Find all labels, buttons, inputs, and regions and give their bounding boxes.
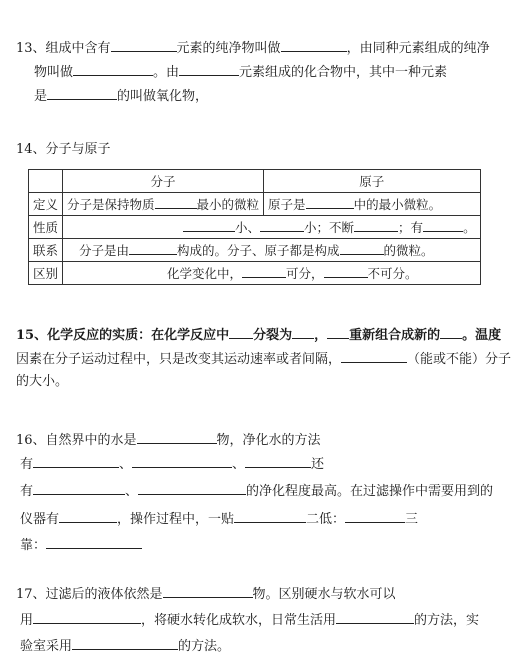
cell-text: 分子是由 xyxy=(79,243,130,258)
q16-line-2 xyxy=(20,454,324,474)
table-header-row xyxy=(29,170,481,193)
q16-line-3 xyxy=(20,481,493,501)
cell-text: 原子是 xyxy=(268,197,306,212)
q16-text: 仪器有 xyxy=(20,512,60,527)
q13-line-2 xyxy=(34,62,447,82)
table-row xyxy=(29,239,481,262)
head-atom: 原子 xyxy=(264,170,481,193)
connection-cell xyxy=(63,239,481,262)
q15-text: （能或不能）分子 xyxy=(407,352,511,367)
q17-text: 用 xyxy=(20,613,34,628)
cell-text: 。 xyxy=(463,220,476,235)
q16-line-1 xyxy=(16,430,321,450)
q13-text: 物叫做 xyxy=(34,65,74,80)
q15-text: 。温度 xyxy=(462,328,502,343)
answer-blank[interactable] xyxy=(129,241,177,255)
answer-blank[interactable] xyxy=(46,535,142,549)
answer-blank[interactable] xyxy=(132,454,232,468)
q17-text: 17、过滤后的液体依然是 xyxy=(16,587,163,602)
cell-text: 最小的微粒 xyxy=(196,197,260,212)
answer-blank[interactable] xyxy=(260,218,304,232)
answer-blank[interactable] xyxy=(155,195,197,209)
q16-text: 二低： xyxy=(306,512,346,527)
cell-text: 化学变化中， xyxy=(167,266,243,281)
q13-text: 是 xyxy=(34,89,48,104)
table-row xyxy=(29,262,481,285)
q13-line-3 xyxy=(34,86,208,106)
q13-text: 元素组成的化合物中，其中一种元素 xyxy=(239,65,448,80)
cell-text: 可分， xyxy=(286,266,324,281)
q17-text: 物。区别硬水与软水可以 xyxy=(252,587,396,602)
answer-blank[interactable] xyxy=(306,195,354,209)
q16-text: 16、自然界中的水是 xyxy=(16,433,137,448)
head-molecule: 分子 xyxy=(63,170,264,193)
difference-cell xyxy=(63,262,481,285)
q17-line-2 xyxy=(20,610,479,630)
q15-line-3 xyxy=(16,373,68,391)
q15-text: 15、化学反应的实质：在化学反应中 xyxy=(16,328,230,343)
q14-title xyxy=(16,141,111,159)
row-label: 联系 xyxy=(29,239,63,262)
q15-line-1 xyxy=(16,325,501,345)
answer-blank[interactable] xyxy=(245,454,311,468)
row-label: 性质 xyxy=(29,216,63,239)
q15-text: ， xyxy=(314,328,328,343)
cell-text: 中的最小微粒。 xyxy=(353,197,442,212)
molecule-atom-table xyxy=(28,169,481,285)
answer-blank[interactable] xyxy=(33,610,141,624)
answer-blank[interactable] xyxy=(327,325,349,339)
q13-text: 元素的纯净物叫做 xyxy=(176,41,281,56)
q15-text: 分裂为 xyxy=(253,328,293,343)
answer-blank[interactable] xyxy=(336,610,414,624)
q13-line-1 xyxy=(16,38,490,58)
answer-blank[interactable] xyxy=(163,584,253,598)
answer-blank[interactable] xyxy=(340,241,384,255)
definition-atom-cell xyxy=(264,193,481,216)
row-label: 区别 xyxy=(29,262,63,285)
q16-text: 有 xyxy=(20,484,34,499)
answer-blank[interactable] xyxy=(137,430,217,444)
cell-text: 分子是保持物质 xyxy=(67,197,155,212)
table-corner-cell xyxy=(29,170,63,193)
cell-text: 小；不断 xyxy=(304,220,355,235)
answer-blank[interactable] xyxy=(33,454,119,468)
answer-blank[interactable] xyxy=(242,264,286,278)
q16-text: 、 xyxy=(232,457,246,472)
q15-line-2 xyxy=(16,349,511,369)
q16-line-5 xyxy=(20,535,142,555)
q16-text: 靠： xyxy=(20,538,47,553)
property-cell xyxy=(63,216,481,239)
answer-blank[interactable] xyxy=(72,636,178,650)
cell-text: 的微粒。 xyxy=(383,243,434,258)
q16-line-4 xyxy=(20,509,418,529)
q17-line-3 xyxy=(20,636,230,656)
answer-blank[interactable] xyxy=(345,509,405,523)
q13-text: ，由同种元素组成的纯净 xyxy=(346,41,490,56)
q17-text: 的方法。 xyxy=(178,639,231,654)
q16-text: 的净化程度最高。在过滤操作中需要用到的 xyxy=(246,484,494,499)
q17-text: 的方法，实 xyxy=(414,613,480,628)
answer-blank[interactable] xyxy=(179,62,239,76)
table-row xyxy=(29,216,481,239)
answer-blank[interactable] xyxy=(59,509,117,523)
q16-text: 有 xyxy=(20,457,34,472)
q15-text: 因素在分子运动过程中，只是改变其运动速率或者间隔， xyxy=(16,352,342,367)
table-row xyxy=(29,193,481,216)
q13-text: 13、组成中含有 xyxy=(16,41,111,56)
q16-text: 三 xyxy=(405,512,419,527)
answer-blank[interactable] xyxy=(341,349,407,363)
answer-blank[interactable] xyxy=(138,481,246,495)
row-label: 定义 xyxy=(29,193,63,216)
q16-text: 、 xyxy=(125,484,139,499)
answer-blank[interactable] xyxy=(47,86,117,100)
answer-blank[interactable] xyxy=(440,325,462,339)
cell-text: 小、 xyxy=(235,220,261,235)
answer-blank[interactable] xyxy=(292,325,314,339)
q16-text: 物，净化水的方法 xyxy=(216,433,321,448)
q16-text: 、 xyxy=(119,457,133,472)
cell-text: 构成的。分子、原子都是构成 xyxy=(177,243,340,258)
answer-blank[interactable] xyxy=(33,481,125,495)
q16-text: ，操作过程中，一贴 xyxy=(117,512,235,527)
answer-blank[interactable] xyxy=(423,218,463,232)
answer-blank[interactable] xyxy=(324,264,368,278)
answer-blank[interactable] xyxy=(229,325,253,339)
answer-blank[interactable] xyxy=(183,218,235,232)
q13-text: 的叫做氧化物， xyxy=(117,89,209,104)
q15-text: 的大小。 xyxy=(16,374,69,389)
q17-line-1 xyxy=(16,584,396,604)
q14-title-text: 14、分子与原子 xyxy=(16,142,111,157)
q15-text: 重新组合成新的 xyxy=(349,328,441,343)
cell-text: ；有 xyxy=(398,220,424,235)
answer-blank[interactable] xyxy=(111,38,177,52)
answer-blank[interactable] xyxy=(234,509,306,523)
q13-text: 。由 xyxy=(153,65,180,80)
answer-blank[interactable] xyxy=(73,62,153,76)
q17-text: ，将硬水转化成软水，日常生活用 xyxy=(141,613,337,628)
answer-blank[interactable] xyxy=(281,38,347,52)
q16-text: 还 xyxy=(311,457,325,472)
q17-text: 验室采用 xyxy=(20,639,73,654)
cell-text: 不可分。 xyxy=(367,266,418,281)
answer-blank[interactable] xyxy=(354,218,398,232)
definition-molecule-cell xyxy=(63,193,264,216)
